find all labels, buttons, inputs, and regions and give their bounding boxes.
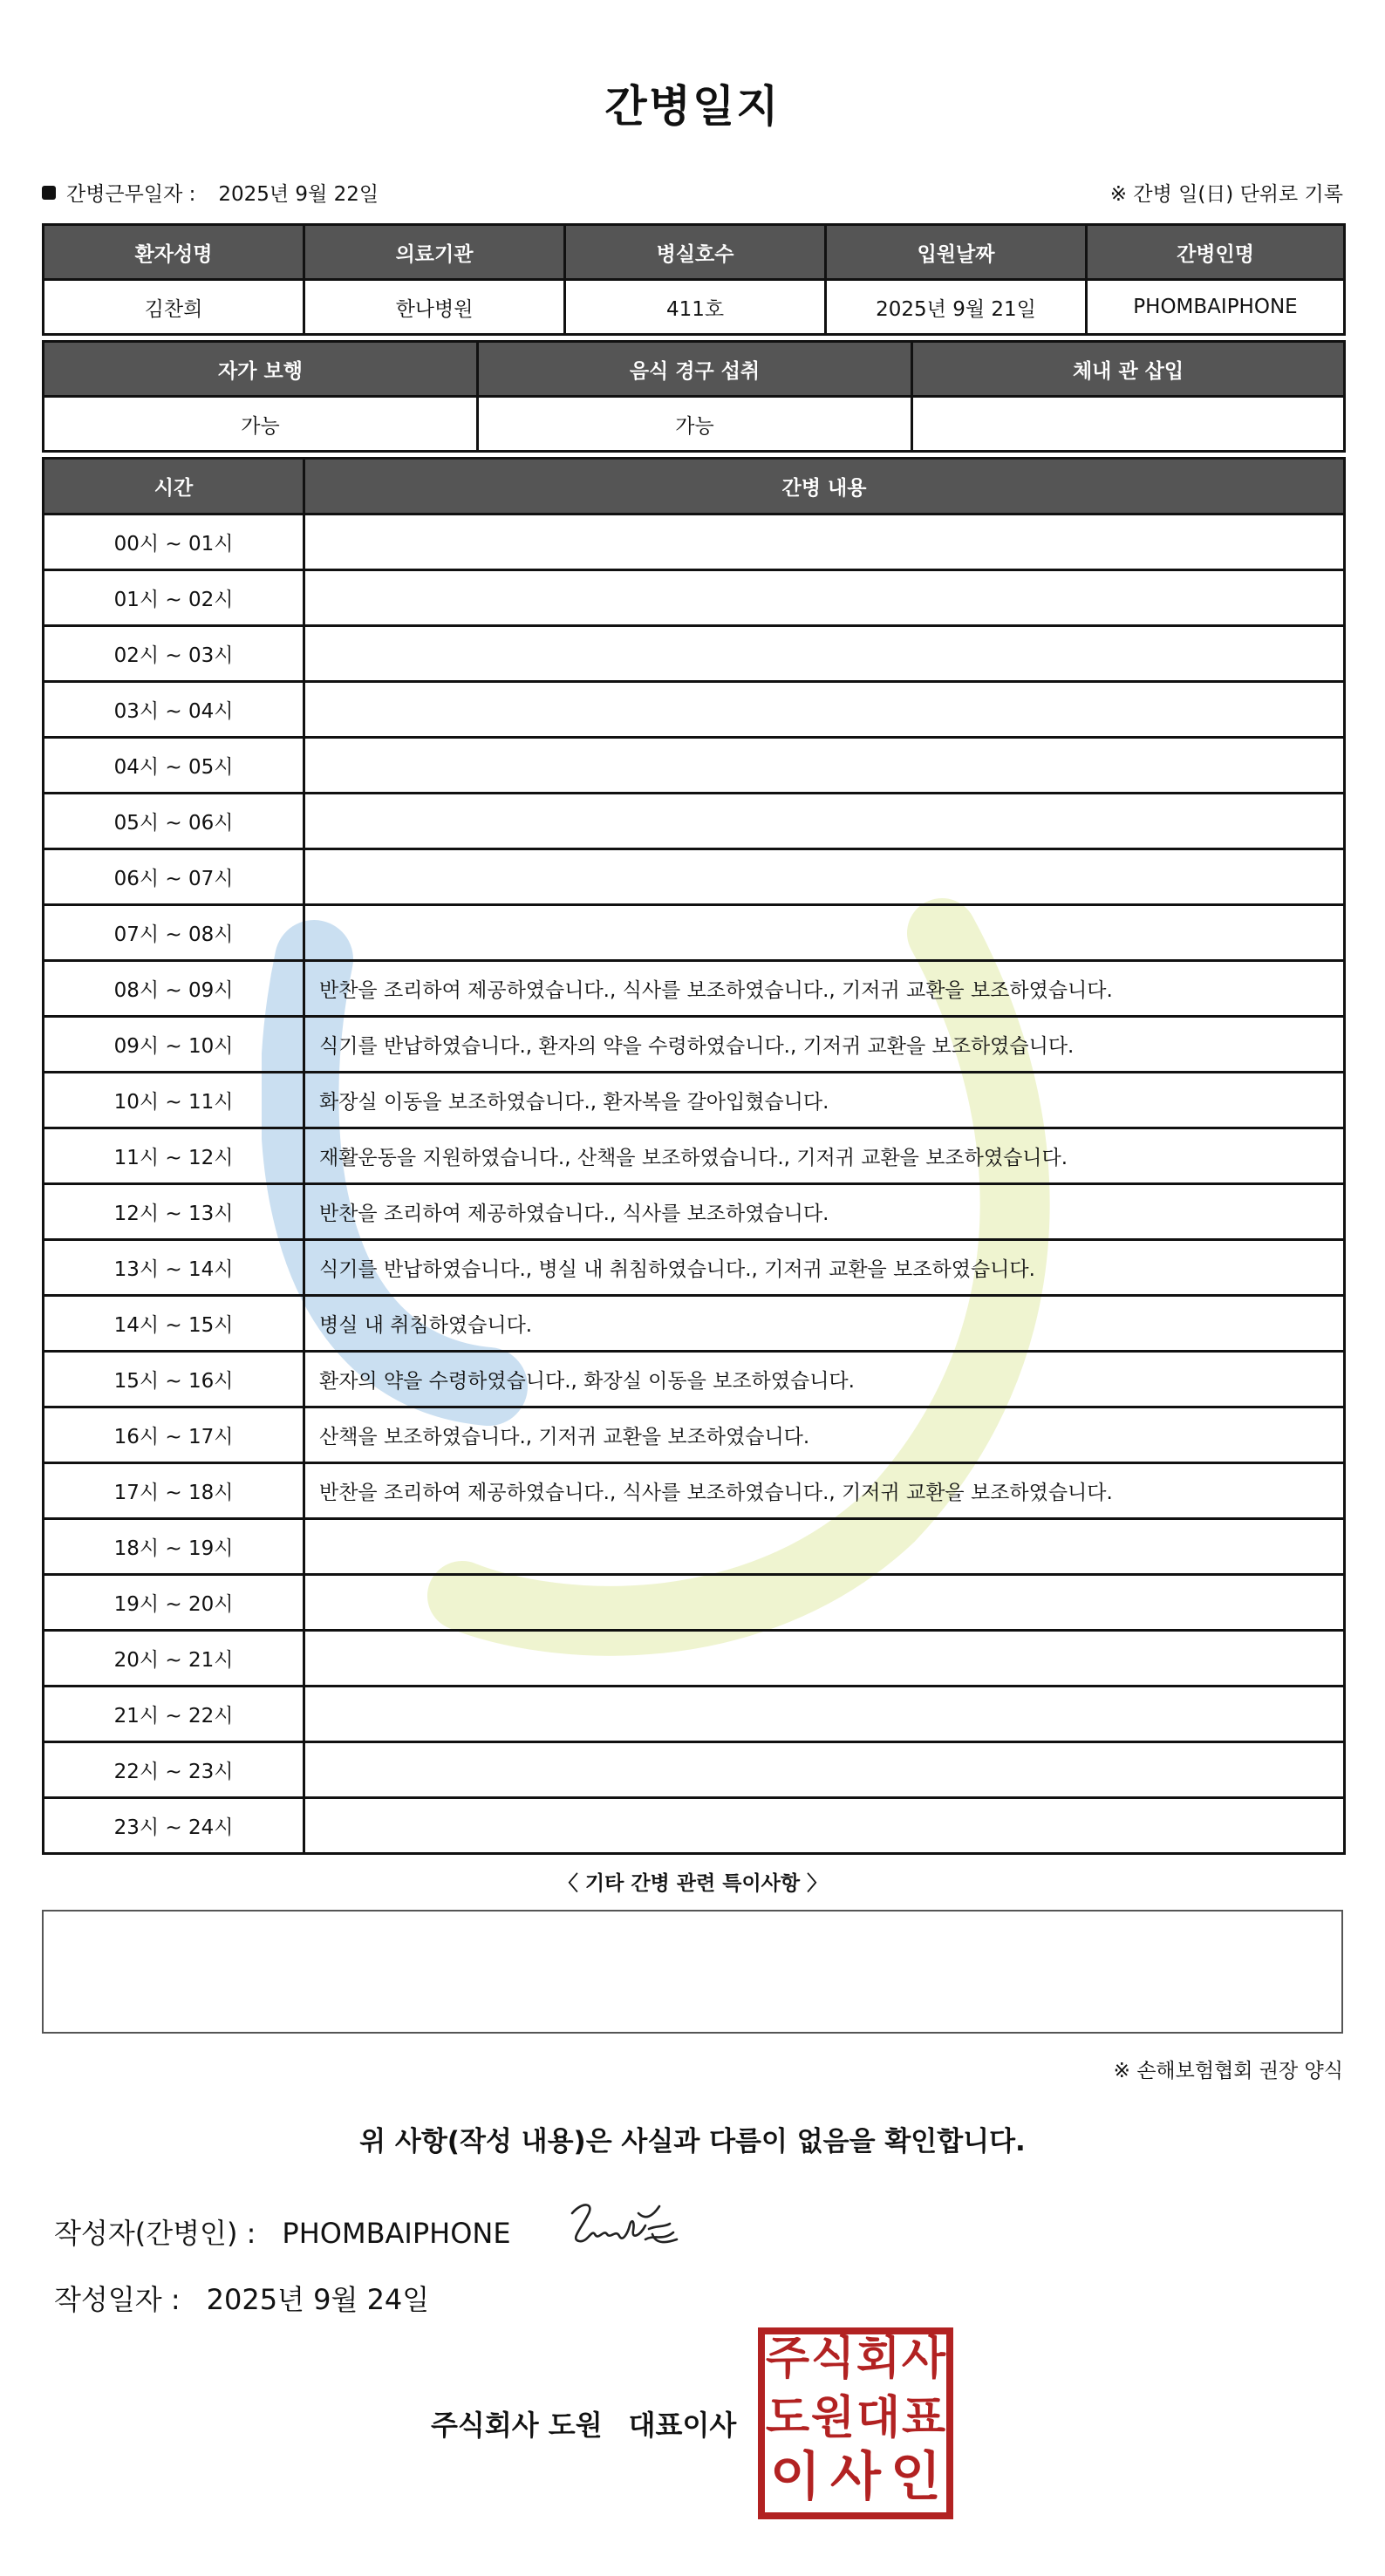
log-content [304, 849, 1345, 905]
log-row [44, 849, 1345, 905]
log-row [44, 1407, 1345, 1463]
log-time: 07시 ~ 08시 [44, 905, 304, 961]
log-row [44, 1798, 1345, 1854]
oral-intake: 가능 [478, 397, 912, 452]
confirmation-statement: 위 사항(작성 내용)은 사실과 다름이 없음을 확인합니다. [359, 2126, 1026, 2157]
log-row [44, 961, 1345, 1017]
log-time: 12시 ~ 13시 [44, 1184, 304, 1240]
patient-status-table [42, 340, 1346, 453]
handwritten-signature [565, 2194, 687, 2259]
log-content [304, 1631, 1345, 1687]
writer-line [54, 2211, 511, 2252]
log-content: 병실 내 취침하였습니다. [304, 1296, 1345, 1352]
log-content: 산책을 보조하였습니다., 기저귀 교환을 보조하였습니다. [304, 1407, 1345, 1463]
log-time: 02시 ~ 03시 [44, 626, 304, 682]
seal-character: 사 [901, 2333, 946, 2385]
log-row [44, 1240, 1345, 1296]
admission-date: 2025년 9월 21일 [826, 280, 1087, 335]
log-row [44, 1575, 1345, 1631]
header-care-content: 간병 내용 [304, 459, 1345, 515]
header-time: 시간 [44, 459, 304, 515]
log-row [44, 1519, 1345, 1575]
log-content: 식기를 반납하였습니다., 환자의 약을 수령하였습니다., 기저귀 교환을 보조하였습니다. [304, 1017, 1345, 1073]
writer-name: PHOMBAIPHONE [282, 2217, 511, 2250]
log-time: 03시 ~ 04시 [44, 682, 304, 738]
log-content [304, 1687, 1345, 1742]
log-content: 재활운동을 지원하였습니다., 산책을 보조하였습니다., 기저귀 교환을 보조하였습니다. [304, 1128, 1345, 1184]
seal-character: 회 [856, 2333, 901, 2385]
log-content: 반찬을 조리하여 제공하였습니다., 식사를 보조하였습니다., 기저귀 교환을 보조하였습니다. [304, 1463, 1345, 1519]
log-time: 16시 ~ 17시 [44, 1407, 304, 1463]
header-patient-name: 환자성명 [44, 225, 304, 280]
log-row [44, 794, 1345, 849]
log-row [44, 1128, 1345, 1184]
patient-name: 김찬희 [44, 280, 304, 335]
document-title: 간병일지 [604, 81, 781, 132]
header-self-walking: 자가 보행 [44, 342, 478, 397]
log-time: 04시 ~ 05시 [44, 738, 304, 794]
log-content [304, 794, 1345, 849]
log-content [304, 738, 1345, 794]
company-line [431, 2403, 736, 2443]
header-room-number: 병실호수 [565, 225, 826, 280]
log-content: 식기를 반납하였습니다., 병실 내 취침하였습니다., 기저귀 교환을 보조하였습니다. [304, 1240, 1345, 1296]
log-row [44, 738, 1345, 794]
log-row [44, 905, 1345, 961]
care-date [42, 178, 379, 207]
log-time: 21시 ~ 22시 [44, 1687, 304, 1742]
log-time: 19시 ~ 20시 [44, 1575, 304, 1631]
log-row [44, 1463, 1345, 1519]
written-date-label: 작성일자 : [54, 2283, 181, 2316]
header-oral-intake: 음식 경구 섭취 [478, 342, 912, 397]
seal-character: 식 [810, 2333, 856, 2385]
log-content [304, 515, 1345, 570]
log-time: 17시 ~ 18시 [44, 1463, 304, 1519]
log-time: 14시 ~ 15시 [44, 1296, 304, 1352]
seal-character: 주 [765, 2333, 810, 2385]
log-time: 09시 ~ 10시 [44, 1017, 304, 1073]
seal-character: 대 [856, 2392, 901, 2444]
square-bullet-icon [42, 186, 56, 200]
log-time: 01시 ~ 02시 [44, 570, 304, 626]
log-time: 05시 ~ 06시 [44, 794, 304, 849]
log-row [44, 1742, 1345, 1798]
hospital: 한나병원 [304, 280, 565, 335]
log-row [44, 1687, 1345, 1742]
notes-box [42, 1910, 1343, 2034]
tube-insertion [912, 397, 1345, 452]
caregiver-name: PHOMBAIPHONE [1087, 280, 1345, 335]
header-caregiver-name: 간병인명 [1087, 225, 1345, 280]
written-date-line [54, 2278, 429, 2318]
log-time: 23시 ~ 24시 [44, 1798, 304, 1854]
form-source-note: ※ 손해보험협회 권장 양식 [1113, 2060, 1343, 2082]
record-unit-note: ※ 간병 일(日) 단위로 기록 [1109, 183, 1343, 206]
log-time: 00시 ~ 01시 [44, 515, 304, 570]
log-row [44, 1631, 1345, 1687]
log-time: 11시 ~ 12시 [44, 1128, 304, 1184]
log-content [304, 570, 1345, 626]
writer-label: 작성자(간병인) : [54, 2217, 256, 2250]
log-row [44, 626, 1345, 682]
header-tube-insertion: 체내 관 삽입 [912, 342, 1345, 397]
log-time: 10시 ~ 11시 [44, 1073, 304, 1128]
seal-character: 인 [890, 2446, 941, 2508]
log-content [304, 1575, 1345, 1631]
written-date-value: 2025년 9월 24일 [206, 2283, 430, 2316]
log-content [304, 626, 1345, 682]
company-title: 대표이사 [628, 2409, 737, 2442]
log-time: 20시 ~ 21시 [44, 1631, 304, 1687]
log-row [44, 570, 1345, 626]
seal-character: 사 [830, 2446, 881, 2508]
company-name: 주식회사 도원 [431, 2409, 603, 2442]
log-row [44, 515, 1345, 570]
seal-character: 이 [770, 2446, 821, 2508]
seal-character: 원 [810, 2392, 856, 2444]
company-seal-stamp [757, 2327, 954, 2520]
log-content: 화장실 이동을 보조하였습니다., 환자복을 갈아입혔습니다. [304, 1073, 1345, 1128]
patient-info-table [42, 223, 1346, 336]
log-time: 08시 ~ 09시 [44, 961, 304, 1017]
header-hospital: 의료기관 [304, 225, 565, 280]
log-row [44, 1352, 1345, 1407]
log-content: 환자의 약을 수령하였습니다., 화장실 이동을 보조하였습니다. [304, 1352, 1345, 1407]
log-content [304, 1742, 1345, 1798]
notes-heading: 〈 기타 간병 관련 특이사항 〉 [557, 1872, 828, 1895]
log-time: 06시 ~ 07시 [44, 849, 304, 905]
care-date-value: 2025년 9월 22일 [218, 183, 379, 206]
log-time: 18시 ~ 19시 [44, 1519, 304, 1575]
hourly-care-log-table [42, 457, 1346, 1855]
log-content: 반찬을 조리하여 제공하였습니다., 식사를 보조하였습니다. [304, 1184, 1345, 1240]
meta-row [42, 178, 1343, 209]
self-walking: 가능 [44, 397, 478, 452]
log-content [304, 1798, 1345, 1854]
room-number: 411호 [565, 280, 826, 335]
log-row [44, 682, 1345, 738]
seal-character: 도 [765, 2392, 810, 2444]
log-content [304, 682, 1345, 738]
seal-character: 표 [901, 2392, 946, 2444]
log-content [304, 905, 1345, 961]
log-row [44, 1184, 1345, 1240]
log-content: 반찬을 조리하여 제공하였습니다., 식사를 보조하였습니다., 기저귀 교환을 보조하였습니다. [304, 961, 1345, 1017]
care-date-label: 간병근무일자 : [66, 183, 196, 206]
log-time: 22시 ~ 23시 [44, 1742, 304, 1798]
log-time: 15시 ~ 16시 [44, 1352, 304, 1407]
log-rows [44, 515, 1345, 1854]
log-row [44, 1296, 1345, 1352]
log-row [44, 1017, 1345, 1073]
log-content [304, 1519, 1345, 1575]
log-time: 13시 ~ 14시 [44, 1240, 304, 1296]
header-admission-date: 입원날짜 [826, 225, 1087, 280]
log-row [44, 1073, 1345, 1128]
